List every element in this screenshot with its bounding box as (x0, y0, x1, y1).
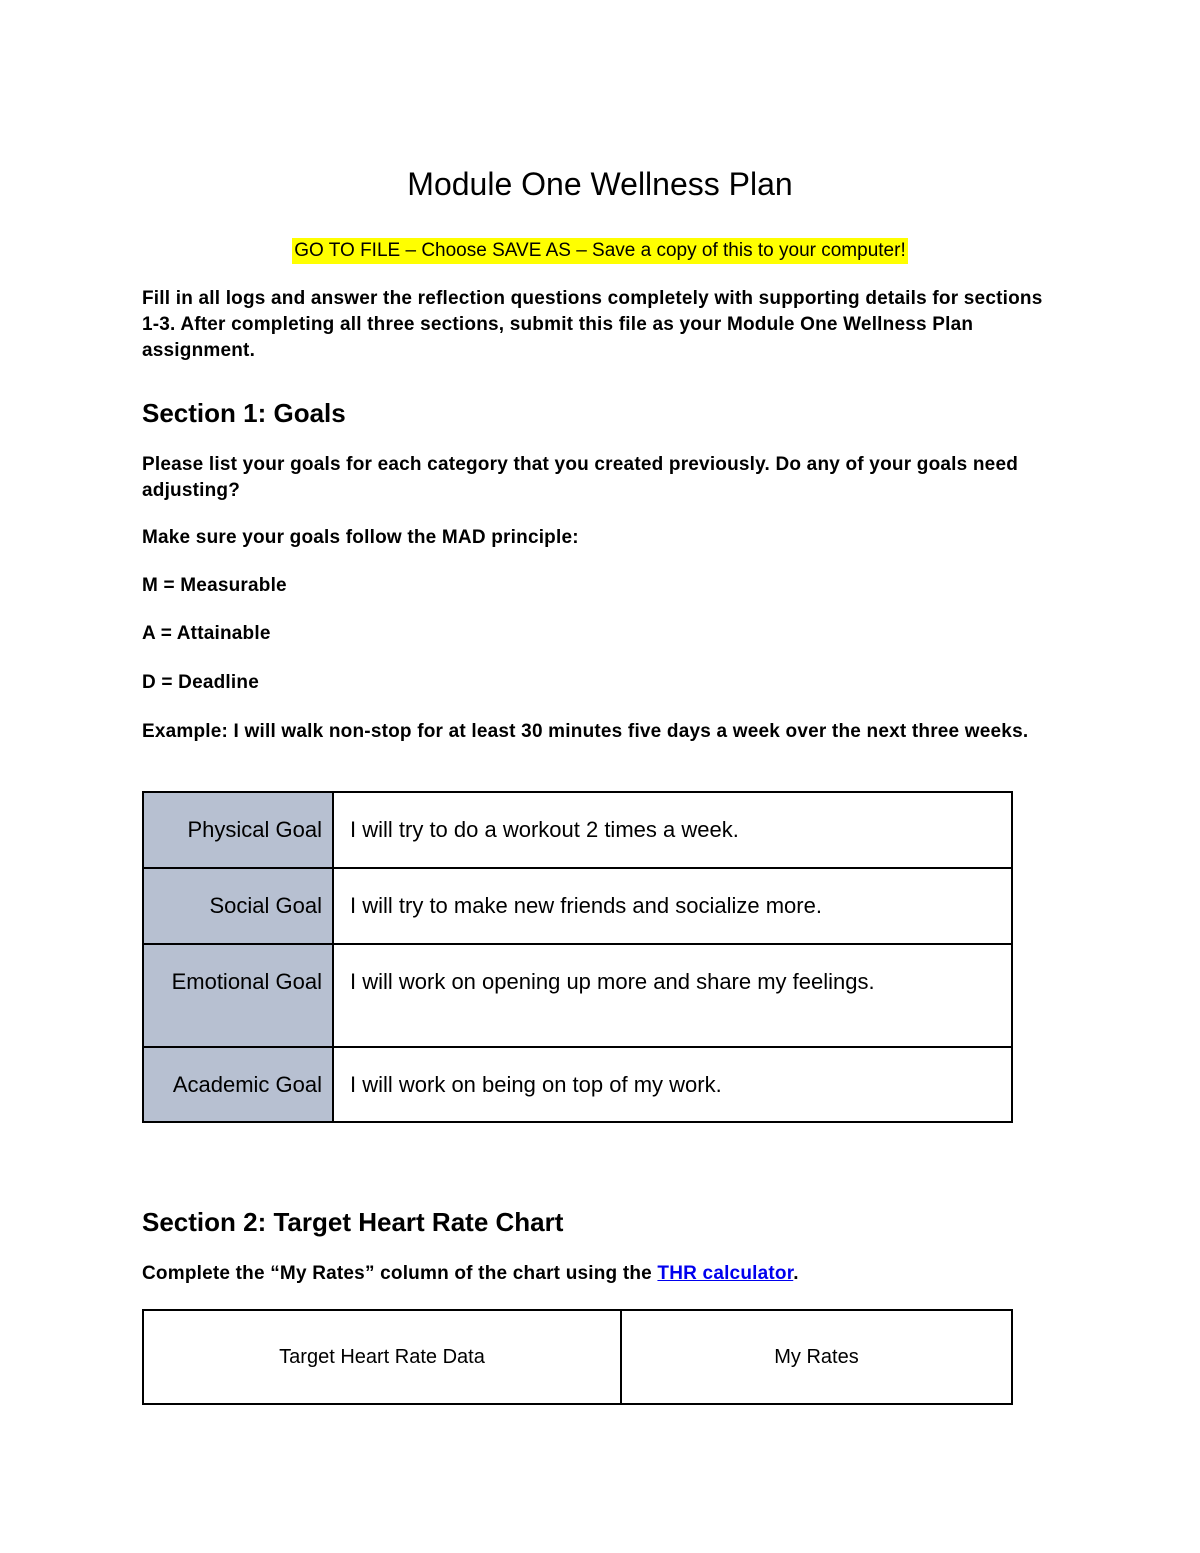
page-title: Module One Wellness Plan (407, 166, 793, 202)
table-row (143, 944, 1012, 1047)
mad-principle-intro: Make sure your goals follow the MAD principle: (142, 527, 579, 548)
thr-prompt-end: . (793, 1263, 799, 1284)
notice-container (0, 238, 1200, 264)
thr-prompt-text: Complete the “My Rates” column of the chart using the (142, 1263, 658, 1284)
mad-attainable: A = Attainable (142, 623, 271, 644)
goal-label-physical: Physical Goal (143, 792, 333, 868)
goal-value-physical[interactable]: I will try to do a workout 2 times a week. (333, 792, 1012, 868)
mad-deadline: D = Deadline (142, 672, 259, 693)
goals-table (142, 791, 1013, 1123)
goal-value-emotional[interactable]: I will work on opening up more and share my feelings. (333, 944, 1012, 1047)
goal-value-social[interactable]: I will try to make new friends and socialize more. (333, 868, 1012, 944)
section-1-heading: Section 1: Goals (142, 398, 346, 428)
goal-label-academic: Academic Goal (143, 1047, 333, 1122)
thr-header-my-rates: My Rates (621, 1310, 1012, 1404)
thr-calculator-link[interactable]: THR calculator (657, 1263, 794, 1284)
thr-header-data: Target Heart Rate Data (143, 1310, 621, 1404)
section-2-heading: Section 2: Target Heart Rate Chart (142, 1207, 564, 1237)
goals-prompt: Please list your goals for each category that you created previously. Do any of your goals need adjusting? (142, 454, 1019, 501)
mad-measurable: M = Measurable (142, 575, 287, 596)
save-notice-highlight: GO TO FILE – Choose SAVE AS – Save a copy of this to your computer! (292, 238, 907, 264)
goal-example: Example: I will walk non-stop for at least 30 minutes five days a week over the next three weeks. (142, 721, 1029, 742)
table-row (143, 792, 1012, 868)
instructions-paragraph: Fill in all logs and answer the reflection questions completely with supporting details for sections 1-3. After completing all three sections, submit this file as your Module One Wellness Plan assignment. (142, 288, 1043, 361)
thr-table (142, 1309, 1013, 1405)
goal-label-social: Social Goal (143, 868, 333, 944)
table-row (143, 1047, 1012, 1122)
table-row (143, 868, 1012, 944)
thr-prompt (142, 1261, 1062, 1287)
goal-label-emotional: Emotional Goal (143, 944, 333, 1047)
table-row (143, 1310, 1012, 1404)
goal-value-academic[interactable]: I will work on being on top of my work. (333, 1047, 1012, 1122)
